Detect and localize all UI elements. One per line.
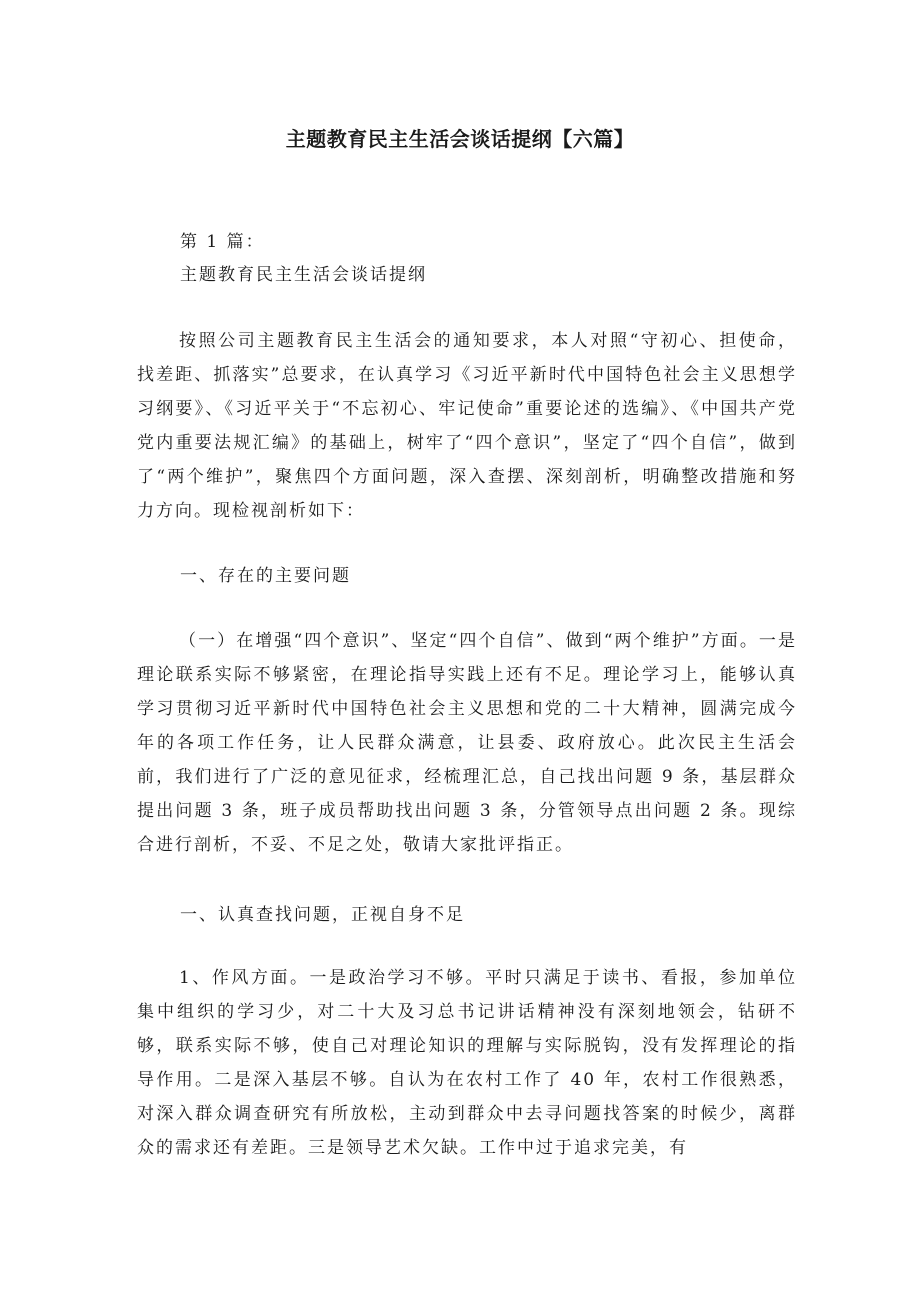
article-subtitle: 主题教育民主生活会谈话提纲 <box>180 265 427 285</box>
article-label: 第 1 篇： <box>180 232 265 252</box>
document-title: 主题教育民主生活会谈话提纲【六篇】 <box>285 127 635 151</box>
section-paragraph-problems: （一）在增强“四个意识”、坚定“四个自信”、做到“两个维护”方面。一是理论联系实际不够紧密，在理论指导实践上还有不足。理论学习上，能够认真学习贯彻习近平新时代中国特色社会主义思想和党的二十大精神，圆满完成今年的各项工作任务，让人民群众满意，让县委、政府放心。此次民主生活会前，我们进行了广泛的意见征求，经梳理汇总，自己找出问题 9 条，基层群众提出问题 3 条，班子成员帮助找出问题 3 条，分管领导点出问题 2 条。现综合进行剖析，不妥、不足之处，敬请大家批评指正。 <box>137 631 797 855</box>
section-paragraph-style: 1、作风方面。一是政治学习不够。平时只满足于读书、看报，参加单位集中组织的学习少，对二十大及习总书记讲话精神没有深刻地领会，钻研不够，联系实际不够，使自己对理论知识的理解与实际脱钩，没有发挥理论的指导作用。二是深入基层不够。自认为在农村工作了 40 年，农村工作很熟悉，对深入群众调查研究有所放松，主动到群众中去寻问题找答案的时候少，离群众的需求还有差距。三是领导艺术欠缺。工作中过于追求完美，有 <box>137 968 797 1158</box>
section-heading-problems: 一、存在的主要问题 <box>180 566 351 586</box>
section-heading-find-problems: 一、认真查找问题，正视自身不足 <box>180 905 465 925</box>
intro-paragraph: 按照公司主题教育民主生活会的通知要求，本人对照“守初心、担使命，找差距、抓落实”总要求，在认真学习《习近平新时代中国特色社会主义思想学习纲要》、《习近平关于“不忘初心、牢记使命”重要论述的选编》、《中国共产党党内重要法规汇编》的基础上，树牢了“四个意识”，坚定了“四个自信”，做到了“两个维护”，聚焦四个方面问题，深入查摆、深刻剖析，明确整改措施和努力方向。现检视剖析如下： <box>137 331 797 521</box>
